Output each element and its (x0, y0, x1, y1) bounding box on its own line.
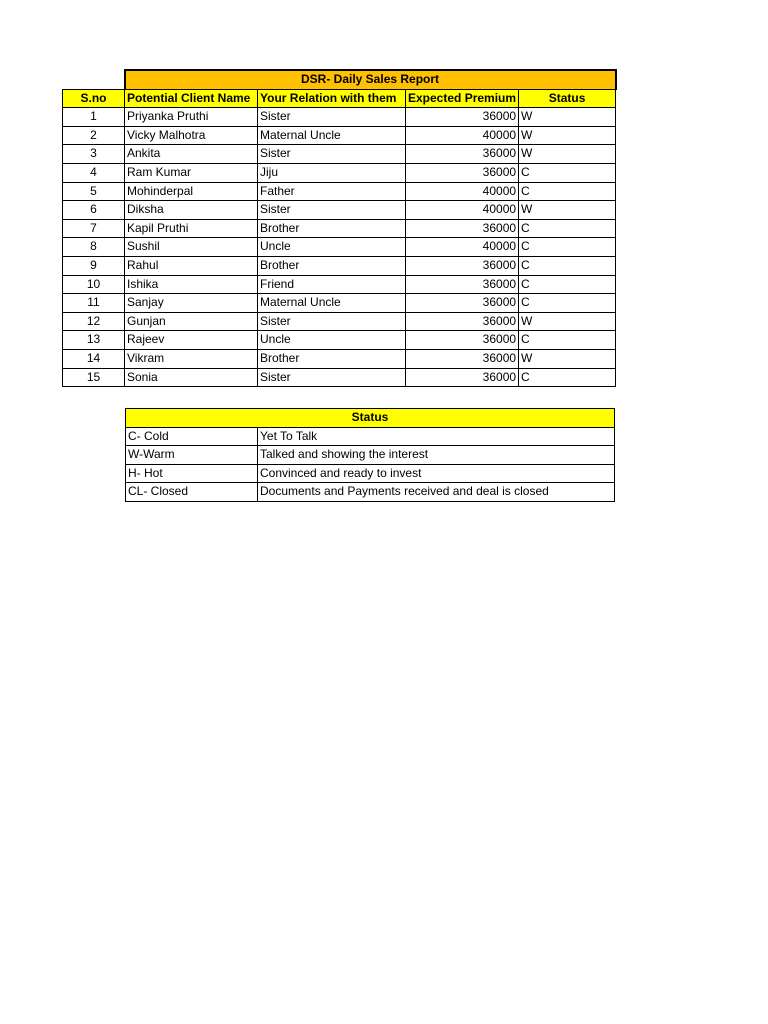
cell-sno: 12 (63, 312, 125, 331)
table-row (63, 238, 616, 257)
legend-description: Talked and showing the interest (258, 446, 615, 465)
cell-premium: 36000 (406, 256, 519, 275)
cell-premium: 36000 (406, 368, 519, 387)
cell-sno: 8 (63, 238, 125, 257)
report-title: DSR- Daily Sales Report (125, 70, 616, 89)
cell-sno: 13 (63, 331, 125, 350)
cell-premium: 40000 (406, 126, 519, 145)
cell-relation: Jiju (258, 163, 406, 182)
cell-client-name: Mohinderpal (125, 182, 258, 201)
cell-relation: Maternal Uncle (258, 126, 406, 145)
cell-premium: 36000 (406, 108, 519, 127)
cell-client-name: Sanjay (125, 294, 258, 313)
cell-sno: 11 (63, 294, 125, 313)
legend-description: Yet To Talk (258, 427, 615, 446)
cell-status: W (519, 201, 616, 220)
header-sno: S.no (63, 89, 125, 108)
table-row (63, 275, 616, 294)
cell-status: C (519, 238, 616, 257)
cell-premium: 36000 (406, 349, 519, 368)
header-relation: Your Relation with them (258, 89, 406, 108)
cell-sno: 2 (63, 126, 125, 145)
cell-relation: Sister (258, 312, 406, 331)
cell-sno: 6 (63, 201, 125, 220)
cell-premium: 36000 (406, 331, 519, 350)
cell-relation: Uncle (258, 238, 406, 257)
cell-relation: Sister (258, 368, 406, 387)
legend-code: H- Hot (126, 464, 258, 483)
cell-premium: 36000 (406, 163, 519, 182)
legend-code: CL- Closed (126, 483, 258, 502)
legend-row (126, 446, 615, 465)
table-row (63, 163, 616, 182)
cell-sno: 15 (63, 368, 125, 387)
cell-sno: 9 (63, 256, 125, 275)
cell-relation: Sister (258, 108, 406, 127)
cell-status: C (519, 256, 616, 275)
cell-status: C (519, 368, 616, 387)
cell-status: C (519, 219, 616, 238)
table-row (63, 368, 616, 387)
cell-status: C (519, 163, 616, 182)
cell-status: W (519, 349, 616, 368)
legend-code: W-Warm (126, 446, 258, 465)
cell-client-name: Sonia (125, 368, 258, 387)
header-client-name: Potential Client Name (125, 89, 258, 108)
cell-status: C (519, 294, 616, 313)
report-body (63, 108, 616, 387)
table-row (63, 126, 616, 145)
report-title-row (63, 70, 616, 89)
cell-premium: 36000 (406, 294, 519, 313)
legend-row (126, 427, 615, 446)
cell-client-name: Ankita (125, 145, 258, 164)
legend-code: C- Cold (126, 427, 258, 446)
cell-premium: 36000 (406, 219, 519, 238)
cell-client-name: Ishika (125, 275, 258, 294)
blank-cell (63, 70, 125, 89)
cell-premium: 36000 (406, 145, 519, 164)
cell-relation: Father (258, 182, 406, 201)
cell-sno: 3 (63, 145, 125, 164)
table-row (63, 331, 616, 350)
legend-description: Convinced and ready to invest (258, 464, 615, 483)
cell-client-name: Priyanka Pruthi (125, 108, 258, 127)
cell-relation: Brother (258, 219, 406, 238)
legend-title-row (126, 409, 615, 428)
cell-premium: 36000 (406, 275, 519, 294)
cell-client-name: Kapil Pruthi (125, 219, 258, 238)
table-row (63, 219, 616, 238)
status-legend-table (125, 408, 615, 502)
table-row (63, 312, 616, 331)
cell-status: W (519, 145, 616, 164)
legend-body (126, 427, 615, 501)
cell-sno: 7 (63, 219, 125, 238)
table-row (63, 108, 616, 127)
cell-client-name: Vikram (125, 349, 258, 368)
cell-relation: Brother (258, 349, 406, 368)
cell-relation: Maternal Uncle (258, 294, 406, 313)
header-expected-premium: Expected Premium (406, 89, 519, 108)
cell-client-name: Sushil (125, 238, 258, 257)
cell-relation: Uncle (258, 331, 406, 350)
cell-sno: 5 (63, 182, 125, 201)
cell-client-name: Rahul (125, 256, 258, 275)
cell-premium: 40000 (406, 182, 519, 201)
report-header-row (63, 89, 616, 108)
cell-status: C (519, 182, 616, 201)
cell-status: W (519, 312, 616, 331)
cell-premium: 40000 (406, 201, 519, 220)
table-row (63, 182, 616, 201)
cell-relation: Sister (258, 145, 406, 164)
cell-premium: 36000 (406, 312, 519, 331)
cell-relation: Friend (258, 275, 406, 294)
cell-relation: Brother (258, 256, 406, 275)
cell-client-name: Vicky Malhotra (125, 126, 258, 145)
legend-title: Status (126, 409, 615, 428)
cell-status: W (519, 108, 616, 127)
table-row (63, 349, 616, 368)
cell-client-name: Diksha (125, 201, 258, 220)
legend-row (126, 483, 615, 502)
cell-premium: 40000 (406, 238, 519, 257)
table-row (63, 294, 616, 313)
legend-row (126, 464, 615, 483)
table-row (63, 201, 616, 220)
header-status: Status (519, 89, 616, 108)
legend-description: Documents and Payments received and deal is closed (258, 483, 615, 502)
table-row (63, 145, 616, 164)
table-row (63, 256, 616, 275)
cell-relation: Sister (258, 201, 406, 220)
cell-sno: 14 (63, 349, 125, 368)
cell-status: C (519, 275, 616, 294)
cell-status: W (519, 126, 616, 145)
cell-client-name: Gunjan (125, 312, 258, 331)
cell-sno: 1 (63, 108, 125, 127)
cell-sno: 4 (63, 163, 125, 182)
cell-status: C (519, 331, 616, 350)
daily-sales-report-table (62, 69, 617, 387)
cell-client-name: Ram Kumar (125, 163, 258, 182)
cell-sno: 10 (63, 275, 125, 294)
cell-client-name: Rajeev (125, 331, 258, 350)
